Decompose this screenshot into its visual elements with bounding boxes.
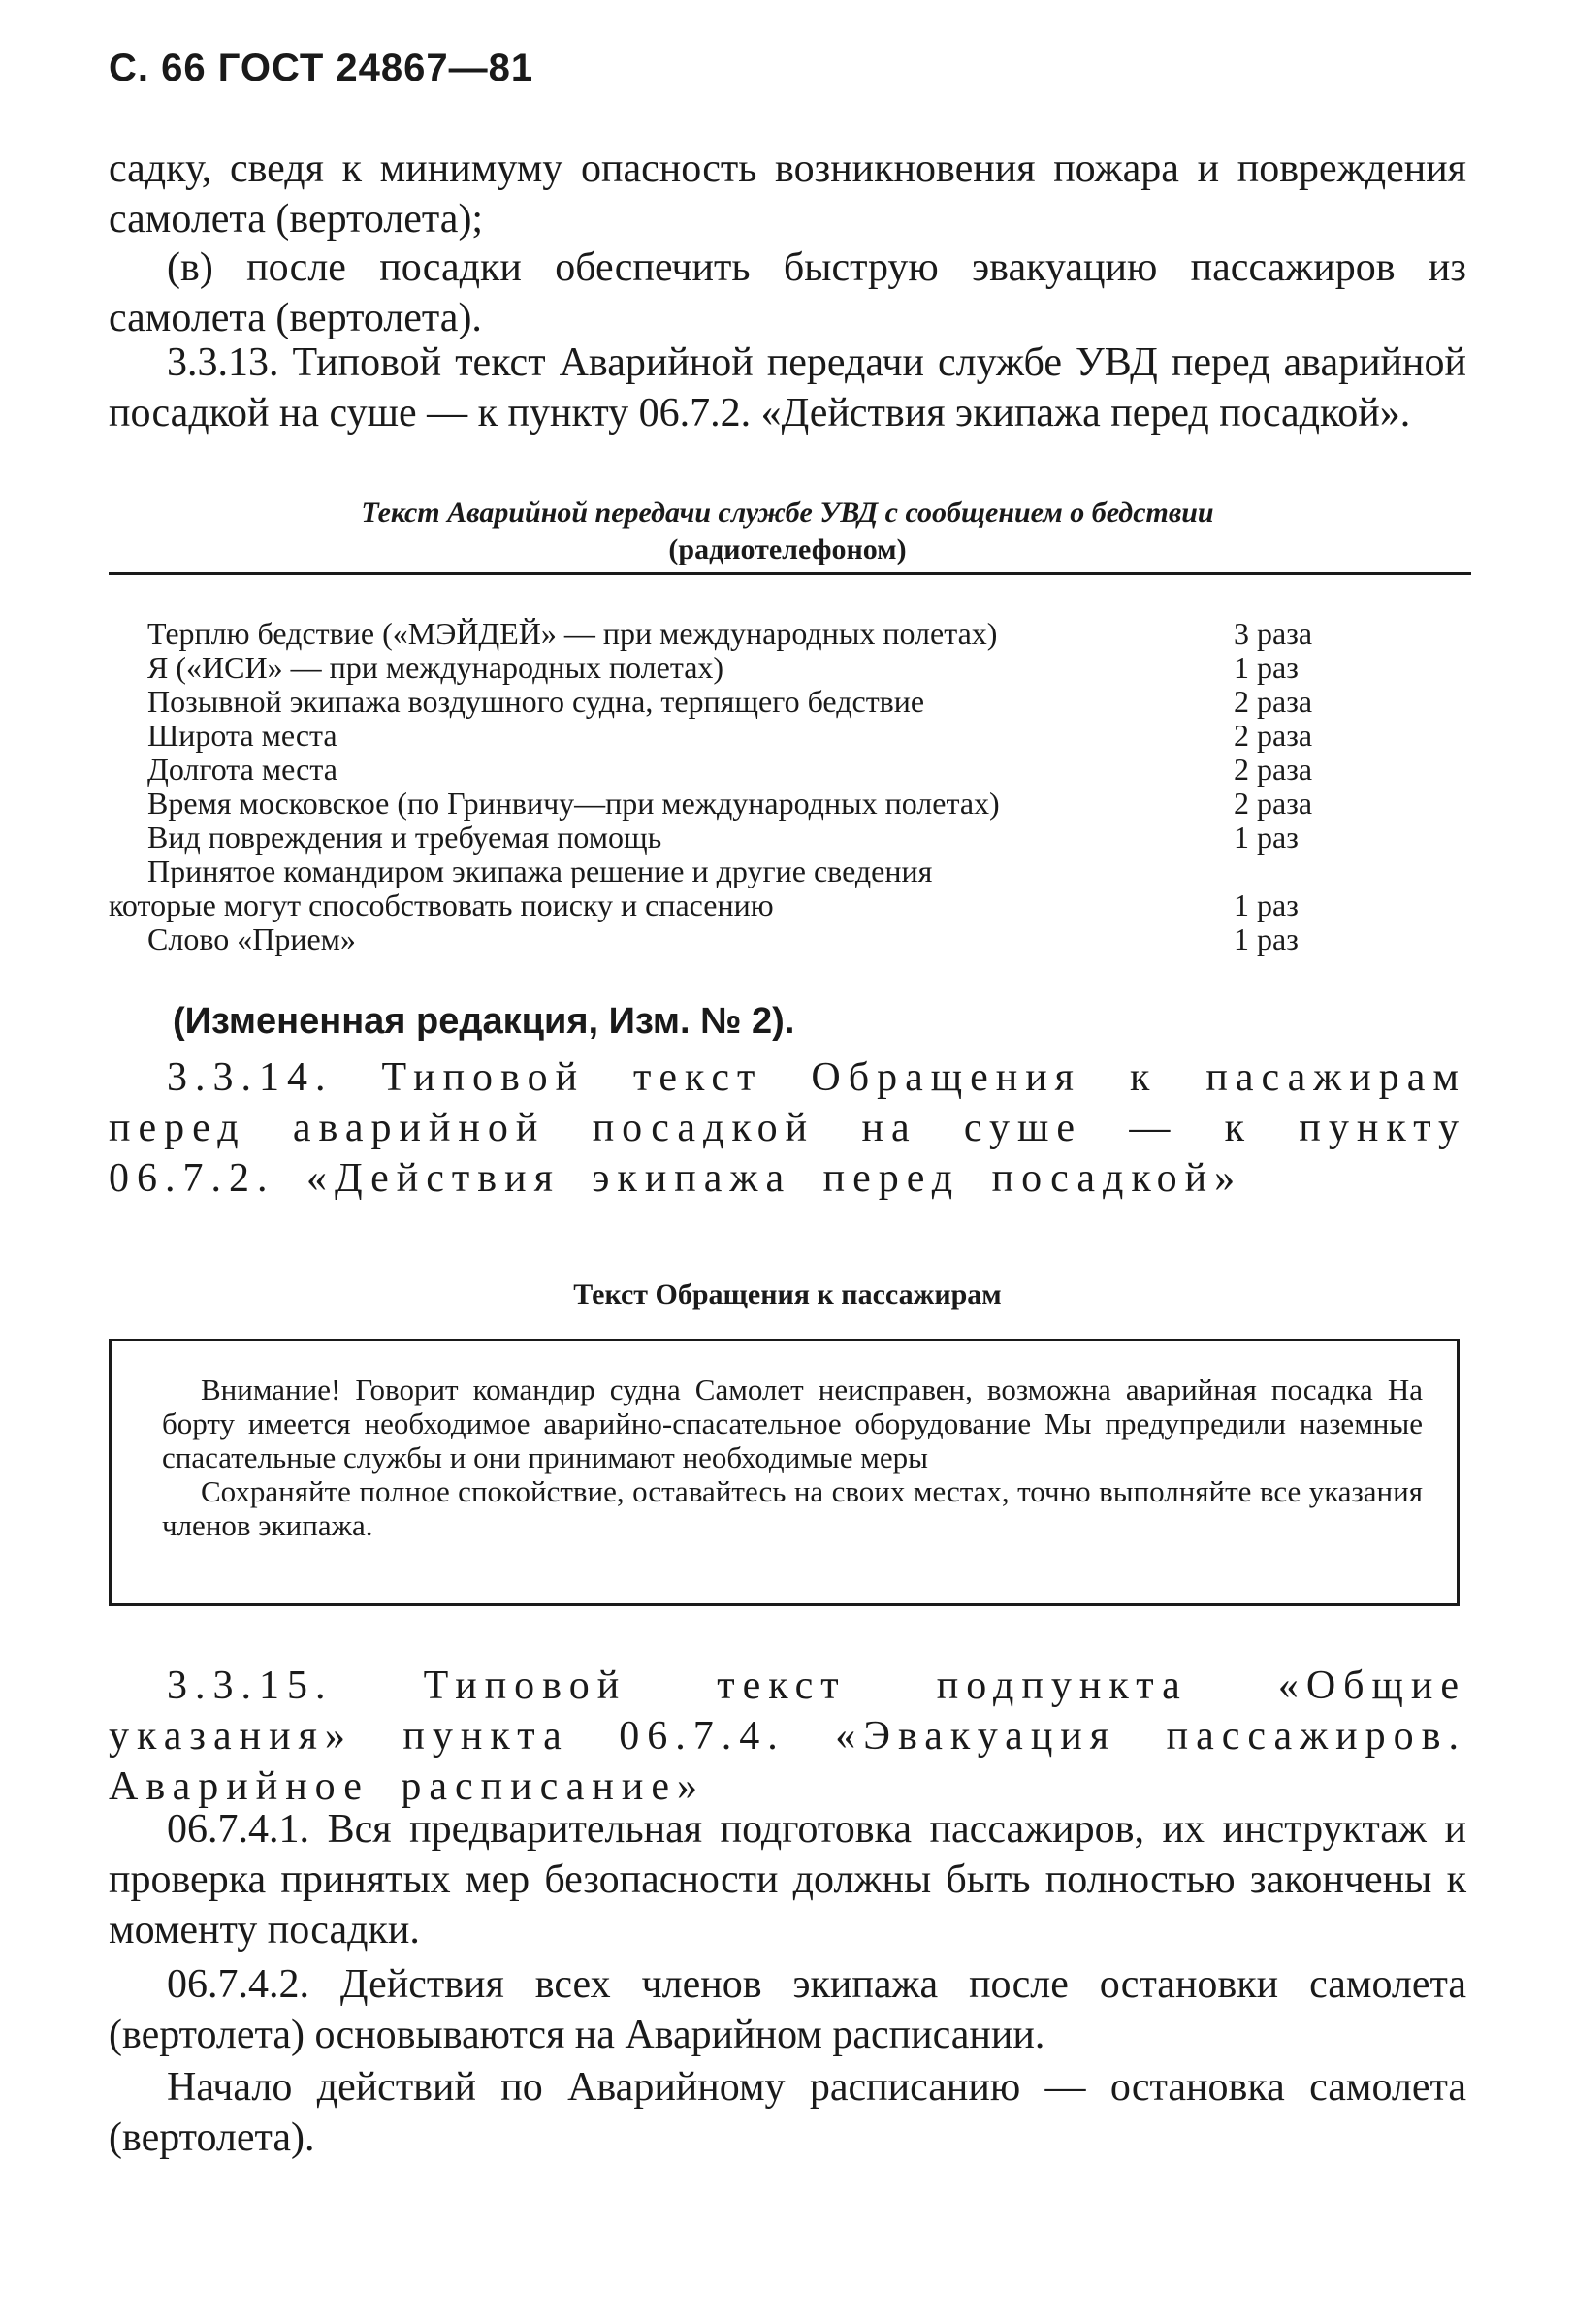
row-count: 2 раза	[1234, 752, 1313, 787]
table-row	[109, 787, 1350, 821]
passenger-address-caption: Текст Обращения к пассажирам	[573, 1278, 1002, 1310]
row-text: Вид повреждения и требуемая помощь	[147, 820, 662, 855]
row-count: 1 раз	[1234, 888, 1299, 922]
passenger-address-content	[162, 1372, 1423, 1542]
table-row	[109, 888, 1350, 922]
table-row	[109, 855, 1350, 888]
table-row	[109, 685, 1350, 719]
row-text: Долгота места	[147, 752, 337, 787]
table-row	[109, 753, 1350, 787]
row-count: 2 раза	[1234, 718, 1313, 753]
row-text: Широта места	[147, 718, 337, 753]
table-row	[109, 821, 1350, 855]
row-text: Слово «Прием»	[147, 921, 356, 956]
table-row	[109, 617, 1350, 651]
row-count	[1214, 855, 1350, 888]
table-row	[109, 922, 1350, 956]
intro-paragraph-1: садку, сведя к минимуму опасность возникновения пожара и повреждения самолета (вертолета);	[109, 146, 1466, 242]
section-3-3-13-text: 3.3.13. Типовой текст Аварийной передачи службе УВД перед аварийной посадкой на суше — к пункту 06.7.2. «Действия экипажа перед посадкой».	[109, 340, 1466, 436]
row-text: Терплю бедствие («МЭЙДЕЙ» — при международных полетах)	[147, 616, 998, 651]
row-count: 1 раз	[1234, 820, 1299, 855]
passenger-address-box	[109, 1339, 1460, 1606]
row-count: 2 раза	[1234, 684, 1313, 719]
row-text: Позывной экипажа воздушного судна, терпящего бедствие	[147, 684, 925, 719]
row-text: которые могут способствовать поиску и спасению	[109, 888, 774, 922]
passenger-address-paragraph-2: Сохраняйте полное спокойствие, оставайтесь на своих местах, точно выполняйте все указания членов экипажа.	[162, 1474, 1423, 1542]
passenger-address-paragraph-1: Внимание! Говорит командир судна Самолет неисправен, возможна аварийная посадка На борту имеется необходимое аварийно-спасательное оборудование Мы предупредили наземные спасательные службы и они принимают необходимые меры	[162, 1372, 1423, 1474]
row-count: 1 раз	[1234, 921, 1299, 956]
row-count: 1 раз	[1234, 650, 1299, 685]
section-3-3-15-text: 3.3.15. Типовой текст подпункта «Общие указания» пункта 06.7.4. «Эвакуация пассажиров. Аварийное расписание»	[109, 1663, 1466, 1809]
caption-line-2: (радиотелефоном)	[668, 533, 907, 565]
section-3-3-14-text: 3.3.14. Типовой текст Обращения к пасажирам перед аварийной посадкой на суше — к пункту 06.7.2. «Действия экипажа перед посадкой»	[109, 1055, 1466, 1201]
row-text: Я («ИСИ» — при международных полетах)	[147, 650, 724, 685]
table-top-rule	[109, 572, 1471, 575]
row-count: 3 раза	[1234, 616, 1313, 651]
row-count: 2 раза	[1234, 786, 1313, 821]
row-text: Время московское (по Гринвичу—при международных полетах)	[147, 786, 1000, 821]
paragraph-06-7-4-2: 06.7.4.2. Действия всех членов экипажа после остановки самолета (вертолета) основываются на Аварийном расписании.	[109, 1962, 1466, 2057]
table-row	[109, 651, 1350, 685]
intro-paragraph-2: (в) после посадки обеспечить быструю эвакуацию пассажиров из самолета (вертолета).	[109, 245, 1466, 340]
revision-note: (Измененная редакция, Изм. № 2).	[173, 1001, 795, 1042]
emergency-transmission-caption	[109, 495, 1466, 568]
caption-line-1: Текст Аварийной передачи службе УВД с сообщением о бедствии	[361, 497, 1214, 529]
page-header: С. 66 ГОСТ 24867—81	[109, 47, 534, 89]
emergency-transmission-table	[109, 617, 1350, 956]
paragraph-06-7-4-1: 06.7.4.1. Вся предварительная подготовка пассажиров, их инструктаж и проверка принятых мер безопасности должны быть полностью закончены к моменту посадки.	[109, 1807, 1466, 1953]
row-text: Принятое командиром экипажа решение и другие сведения	[147, 854, 933, 888]
paragraph-start-actions: Начало действий по Аварийному расписанию — остановка самолета (вертолета).	[109, 2065, 1466, 2160]
table-row	[109, 719, 1350, 753]
